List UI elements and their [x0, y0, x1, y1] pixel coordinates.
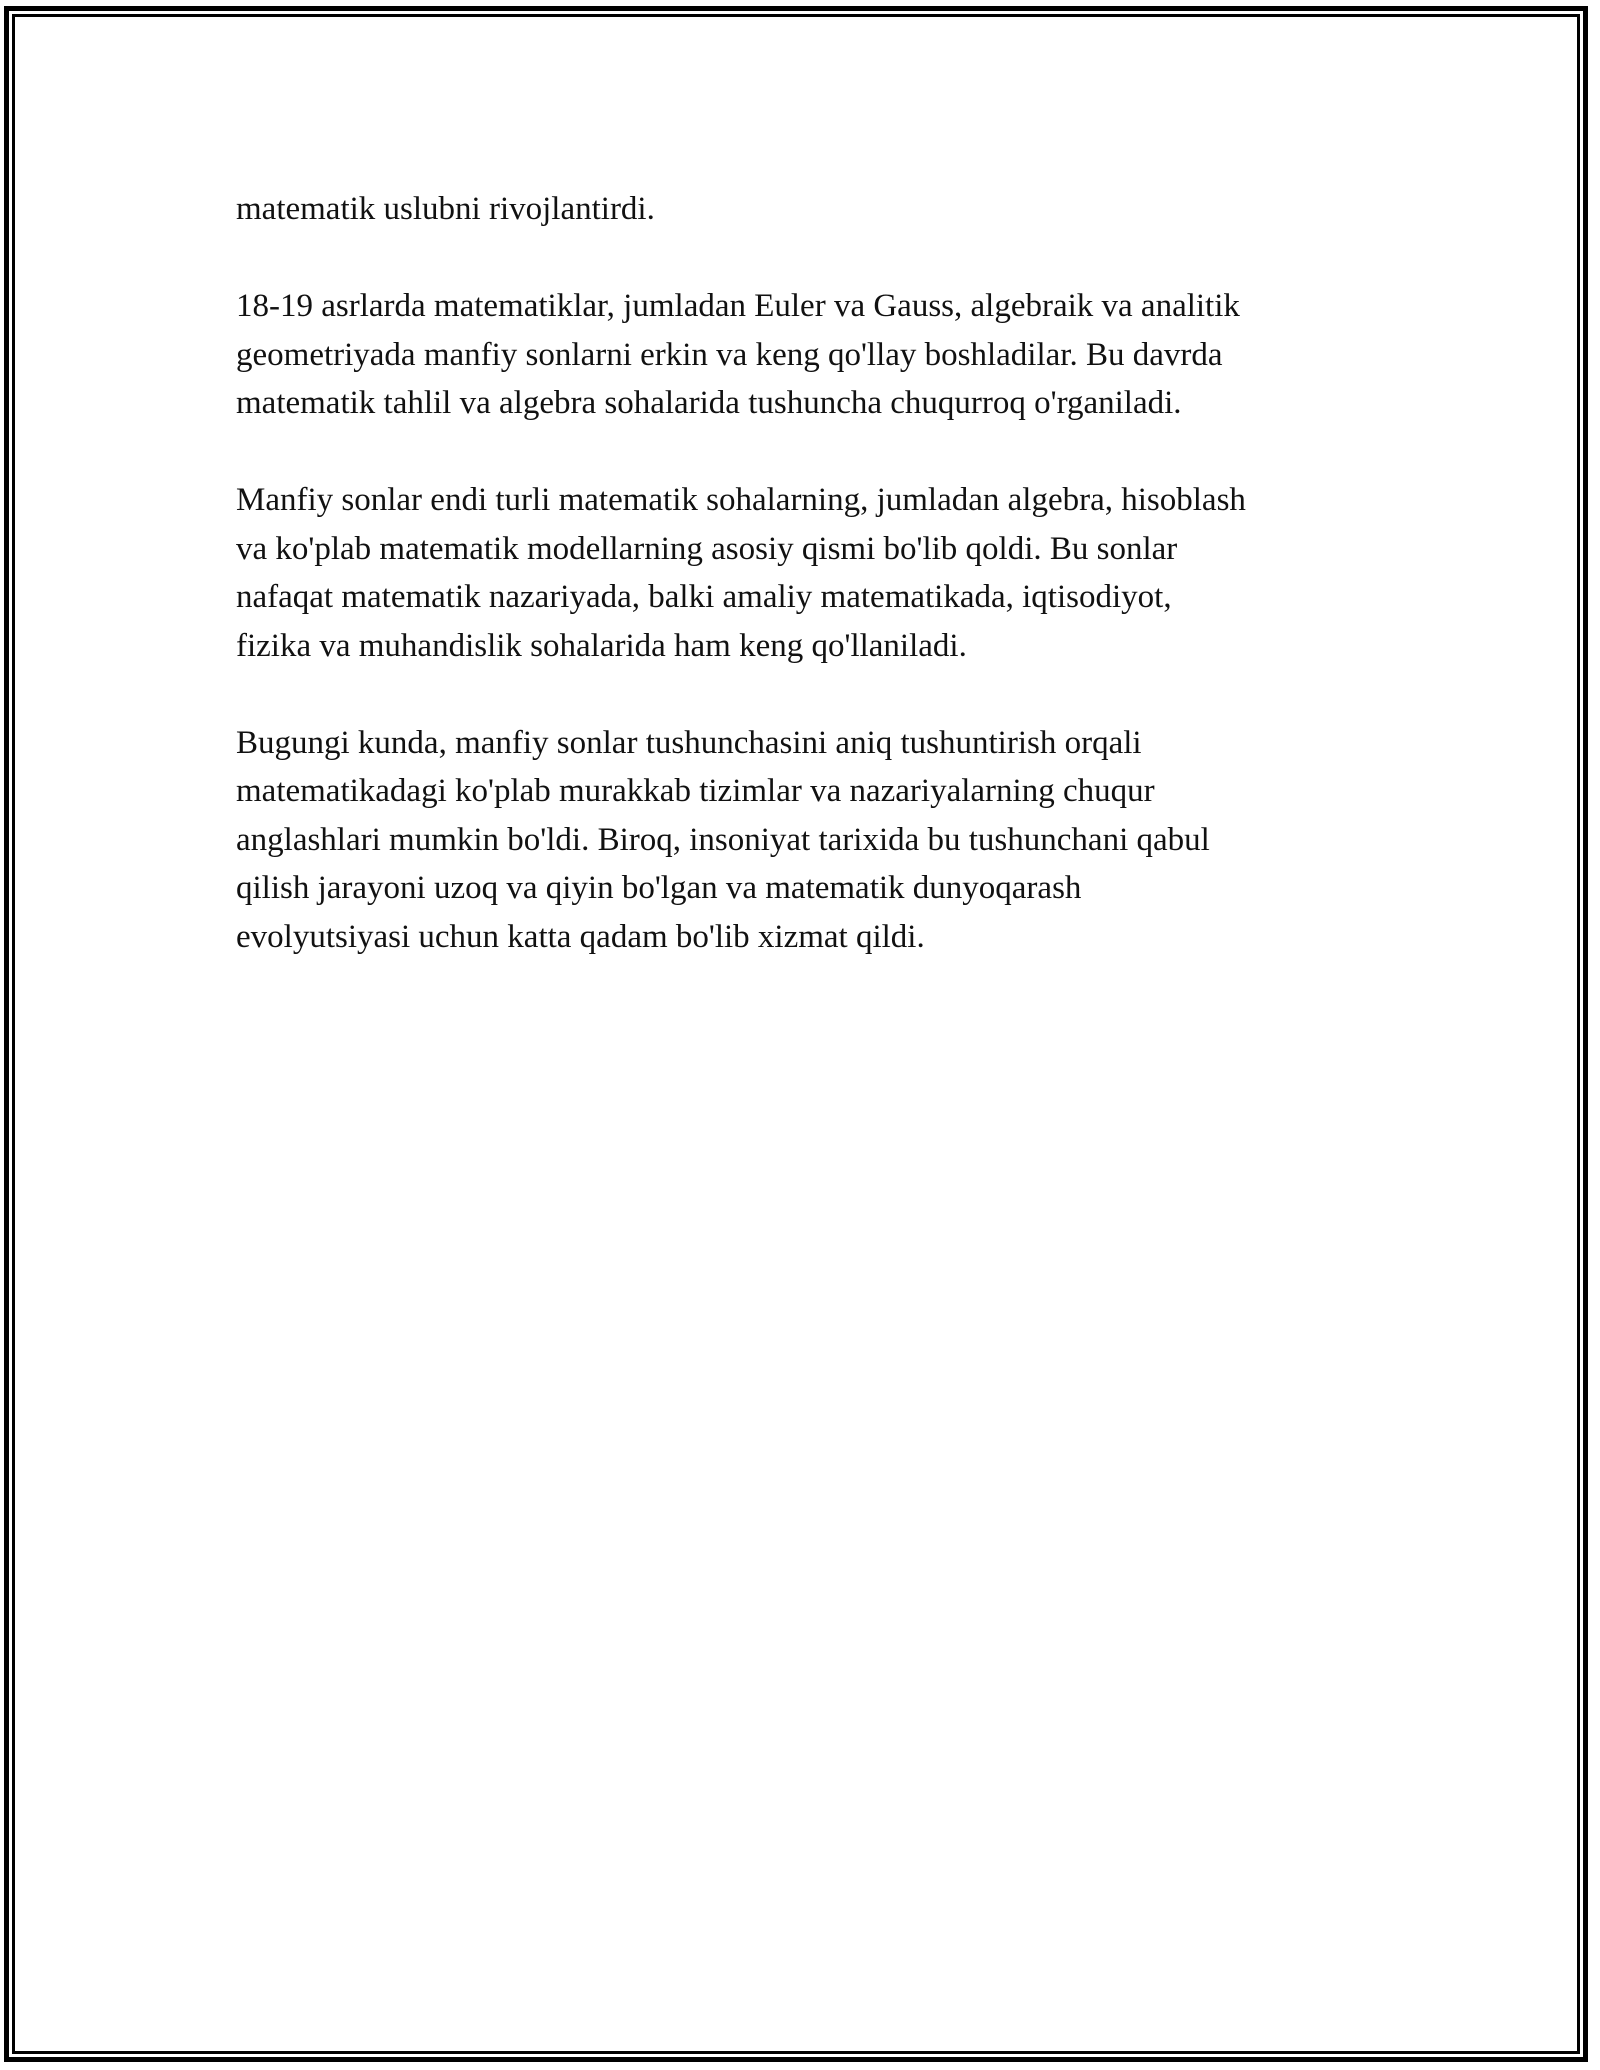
document-body [236, 185, 1376, 1010]
text-line: va ko'plab matematik modellarning asosiy qismi bo'lib qoldi. Bu sonlar [236, 530, 1178, 567]
text-line: Bugungi kunda, manfiy sonlar tushunchasini aniq tushuntirish orqali [236, 724, 1142, 761]
text-line: nafaqat matematik nazariyada, balki amaliy matematikada, iqtisodiyot, [236, 579, 1172, 615]
text-line: geometriyada manfiy sonlarni erkin va keng qo'llay boshladilar. Bu davrda [236, 336, 1223, 373]
paragraph-4 [236, 719, 1376, 962]
paragraph-2 [236, 282, 1376, 428]
text-line: qilish jarayoni uzoq va qiyin bo'lgan va matematik dunyoqarash [236, 870, 1082, 906]
paragraph-1 [236, 185, 1376, 234]
text-line: matematik uslubni rivojlantirdi. [236, 191, 655, 227]
text-line: anglashlari mumkin bo'ldi. Biroq, insoniyat tarixida bu tushunchani qabul [236, 821, 1210, 858]
paragraph-3 [236, 476, 1376, 670]
text-line: fizika va muhandislik sohalarida ham keng qo'llaniladi. [236, 627, 967, 664]
text-line: matematik tahlil va algebra sohalarida tushuncha chuqurroq o'rganiladi. [236, 385, 1182, 421]
text-line: matematikadagi ko'plab murakkab tizimlar va nazariyalarning chuqur [236, 773, 1155, 809]
text-line: evolyutsiyasi uchun katta qadam bo'lib xizmat qildi. [236, 918, 925, 955]
text-line: Manfiy sonlar endi turli matematik sohalarning, jumladan algebra, hisoblash [236, 482, 1246, 518]
text-line: 18-19 asrlarda matematiklar, jumladan Euler va Gauss, algebraik va analitik [236, 288, 1240, 324]
